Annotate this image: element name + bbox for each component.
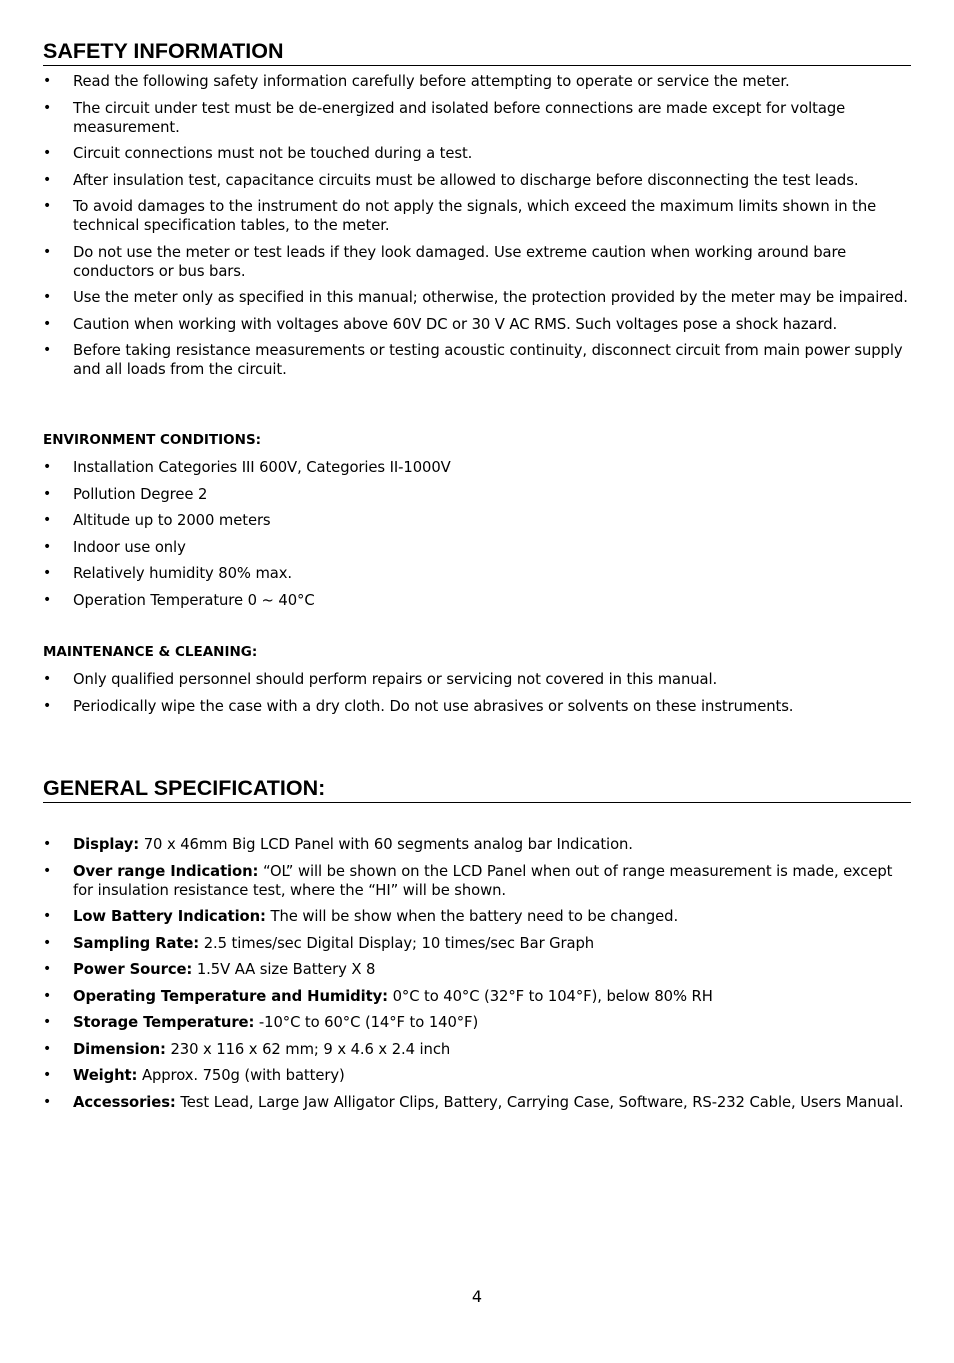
spec-text: 0°C to 40°C (32°F to 104°F), below 80% RH bbox=[392, 987, 713, 1005]
spec-item bbox=[43, 1040, 911, 1059]
list-item: • Installation Categories III 600V, Categories II-1000V bbox=[43, 458, 911, 477]
spec-label: Display: bbox=[73, 836, 140, 853]
spec-label: Storage Temperature: bbox=[73, 1014, 255, 1031]
general-specification-list bbox=[43, 835, 911, 1119]
safety-heading: SAFETY INFORMATION bbox=[43, 38, 911, 66]
list-item: • After insulation test, capacitance circuits must be allowed to discharge before disconnecting the test leads. bbox=[43, 171, 911, 190]
maintenance-heading: MAINTENANCE & CLEANING: bbox=[43, 644, 258, 660]
spec-item bbox=[43, 907, 911, 926]
spec-text: 70 x 46mm Big LCD Panel with 60 segments analog bar Indication. bbox=[143, 836, 633, 853]
list-item: • Use the meter only as specified in this manual; otherwise, the protection provided by the meter may be impaired. bbox=[43, 288, 911, 307]
list-item: • Relatively humidity 80% max. bbox=[43, 564, 911, 583]
list-item: • Pollution Degree 2 bbox=[43, 485, 911, 504]
spec-label: Accessories: bbox=[73, 1093, 176, 1111]
list-item: • Do not use the meter or test leads if they look damaged. Use extreme caution when working around bare conductors or bus bars. bbox=[43, 243, 911, 281]
spec-text: Test Lead, Large Jaw Alligator Clips, Battery, Carrying Case, Software, RS-232 Cable, Users Manual. bbox=[180, 1093, 904, 1111]
list-item: • The circuit under test must be de-energized and isolated before connections are made except for voltage measurement. bbox=[43, 99, 911, 137]
environment-list bbox=[43, 458, 911, 617]
spec-label: Dimension: bbox=[73, 1040, 166, 1058]
spec-text: -10°C to 60°C (14°F to 140°F) bbox=[258, 1014, 479, 1031]
spec-item bbox=[43, 1066, 911, 1085]
page-number: 4 bbox=[471, 1287, 483, 1306]
general-specification-heading: GENERAL SPECIFICATION: bbox=[43, 775, 911, 803]
spec-text: The will be show when the battery need to be changed. bbox=[270, 908, 679, 925]
list-item: • Read the following safety information carefully before attempting to operate or service the meter. bbox=[43, 72, 911, 91]
environment-heading: ENVIRONMENT CONDITIONS: bbox=[43, 432, 262, 448]
spec-item bbox=[43, 960, 911, 979]
spec-item bbox=[43, 987, 911, 1006]
spec-text: 1.5V AA size Battery X 8 bbox=[196, 961, 376, 978]
spec-item bbox=[43, 1013, 911, 1032]
list-item: • Before taking resistance measurements or testing acoustic continuity, disconnect circuit from main power supply and all loads from the circuit. bbox=[43, 341, 911, 379]
spec-label: Operating Temperature and Humidity: bbox=[73, 987, 388, 1005]
spec-item bbox=[43, 835, 911, 854]
spec-label: Power Source: bbox=[73, 961, 193, 978]
list-item: • Only qualified personnel should perform repairs or servicing not covered in this manual. bbox=[43, 670, 911, 689]
spec-label: Sampling Rate: bbox=[73, 934, 200, 952]
list-item: • Operation Temperature 0 ~ 40°C bbox=[43, 591, 911, 610]
list-item: • Indoor use only bbox=[43, 538, 911, 557]
spec-label: Over range Indication: bbox=[73, 862, 259, 880]
spec-text: Approx. 750g (with battery) bbox=[141, 1067, 345, 1084]
list-item: • Circuit connections must not be touched during a test. bbox=[43, 144, 911, 163]
list-item: • Caution when working with voltages above 60V DC or 30 V AC RMS. Such voltages pose a shock hazard. bbox=[43, 315, 911, 334]
spec-label: Weight: bbox=[73, 1067, 138, 1084]
spec-item bbox=[43, 934, 911, 953]
safety-list bbox=[43, 72, 911, 387]
list-item: • Altitude up to 2000 meters bbox=[43, 511, 911, 530]
maintenance-list bbox=[43, 670, 911, 723]
spec-text: 2.5 times/sec Digital Display; 10 times/sec Bar Graph bbox=[203, 934, 595, 952]
spec-item bbox=[43, 862, 911, 900]
list-item: • Periodically wipe the case with a dry cloth. Do not use abrasives or solvents on these instruments. bbox=[43, 697, 911, 716]
spec-text: “OL” will be shown on the LCD Panel when out of range measurement is made, except for insulation resistance test, where the “HI” will be shown. bbox=[73, 862, 893, 899]
spec-text: 230 x 116 x 62 mm; 9 x 4.6 x 2.4 inch bbox=[170, 1040, 451, 1058]
spec-item bbox=[43, 1093, 911, 1112]
list-item: • To avoid damages to the instrument do not apply the signals, which exceed the maximum limits shown in the technical specification tables, to the meter. bbox=[43, 197, 911, 235]
spec-label: Low Battery Indication: bbox=[73, 908, 266, 925]
